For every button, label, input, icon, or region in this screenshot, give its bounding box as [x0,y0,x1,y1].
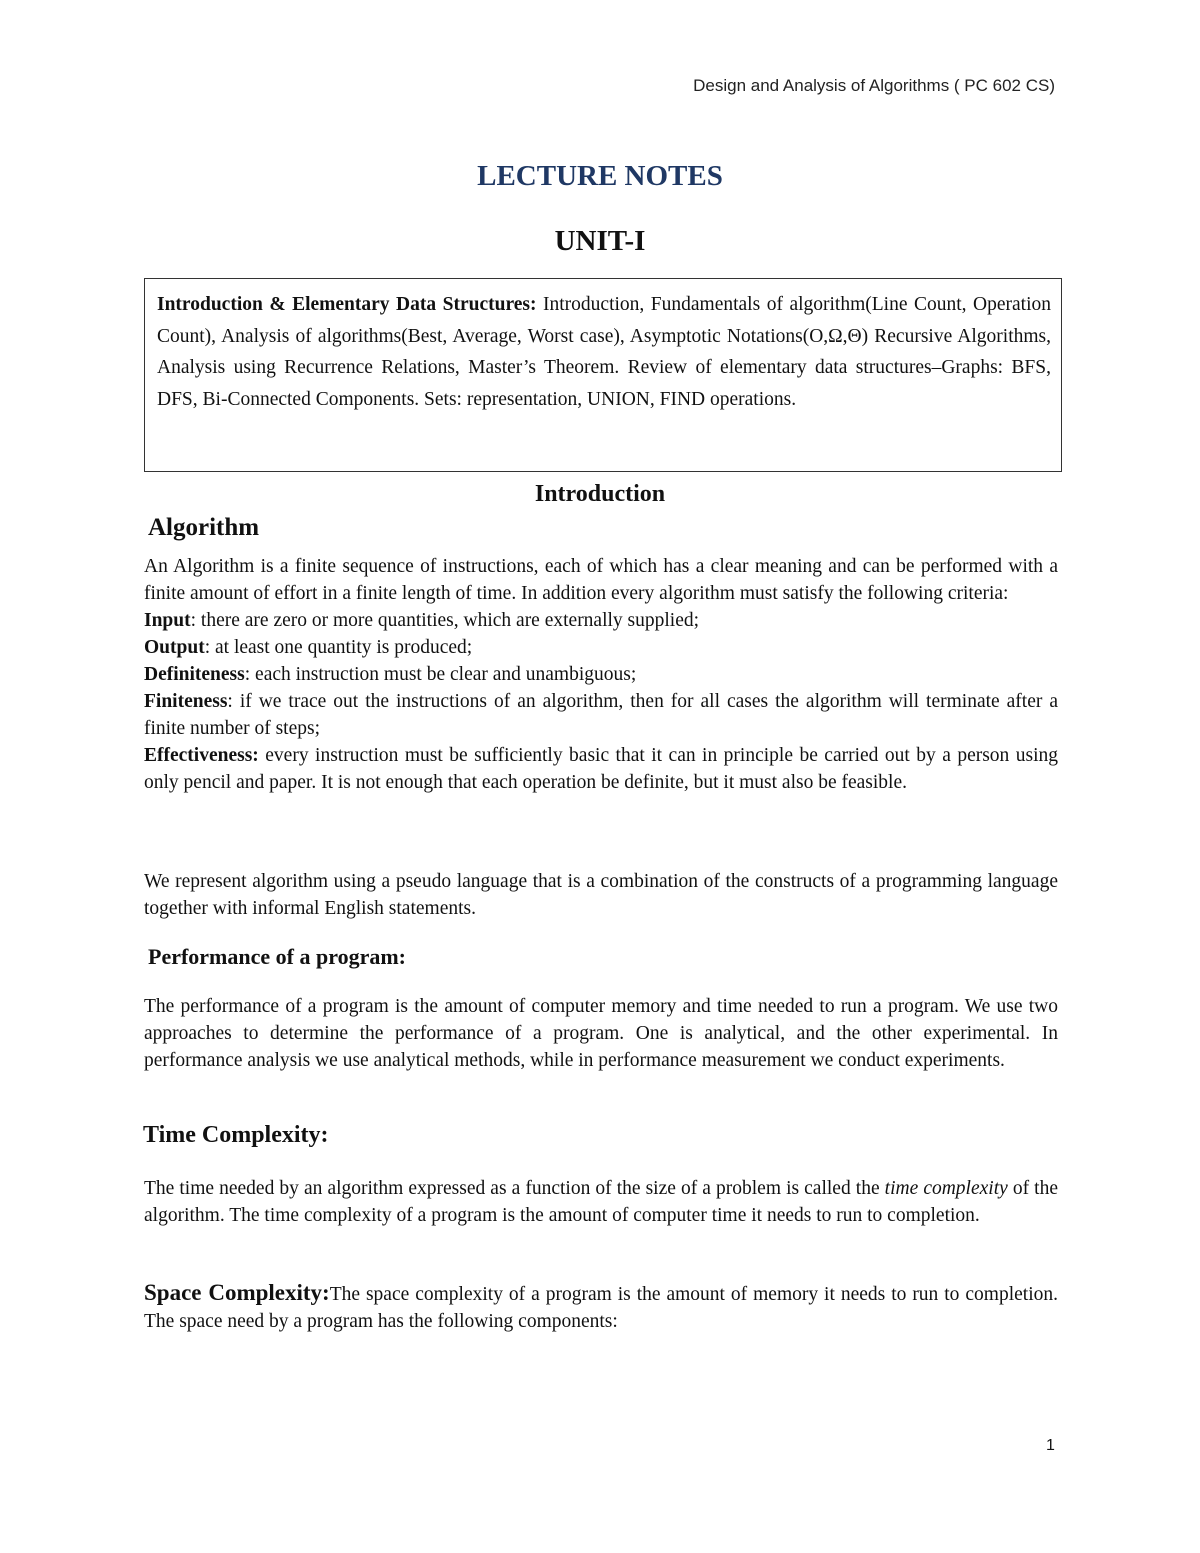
representation-paragraph [144,868,1058,922]
space-complexity-text: The space complexity of a program is the amount of memory it needs to run to completion. The space need by a program has the following components: [144,1284,1058,1332]
unit-title: UNIT-I [554,225,646,257]
introduction-title: Introduction [534,481,666,507]
criterion-separator: : [190,610,201,631]
time-text-after: of the algorithm. The time complexity of a program is the amount of computer time it needs to run to completion. [144,1178,1058,1226]
space-complexity-paragraph [144,1279,1058,1335]
time-complexity-text [144,1175,1058,1229]
criterion-output [144,634,1058,661]
criterion-label: Definiteness [144,664,245,685]
algorithm-heading: Algorithm [148,514,260,541]
time-complexity-heading: Time Complexity: [143,1122,329,1148]
criterion-text: there are zero or more quantities, which are externally supplied; [200,610,700,631]
criterion-text: if we trace out the instructions of an algorithm, then for all cases the algorithm will terminate after a finite number of steps; [144,691,1058,739]
criterion-label: Finiteness [144,691,228,712]
syllabus-box [144,278,1062,472]
representation-text: We represent algorithm using a pseudo language that is a combination of the constructs of a programming language together with informal English statements. [144,871,1058,919]
syllabus-label: Introduction & Elementary Data Structures: [157,294,537,315]
running-header: Design and Analysis of Algorithms ( PC 602 CS) [693,76,1055,95]
criterion-separator: : [204,637,215,658]
time-text-before: The time needed by an algorithm expressed as a function of the size of a problem is called the [144,1178,885,1199]
performance-heading: Performance of a program: [148,944,406,969]
criterion-definiteness [144,661,1058,688]
space-complexity-text-block [144,1279,1058,1335]
time-complexity-term: time complexity [884,1178,1008,1199]
syllabus-text: Introduction, Fundamentals of algorithm(Line Count, Operation Count), Analysis of algorithms(Best, Average, Worst case), Asymptotic Notations(O,Ω,Θ) Recursive Algorithms, Analysis using Recurrence Relations, Master’s Theorem. Review of elementary data structures–Graphs: BFS, DFS, Bi-Connected Components. Sets: representation, UNION, FIND operations. [157,294,1052,410]
criterion-text: every instruction must be sufficiently basic that it can in principle be carried out by a person using only pencil and paper. It is not enough that each operation be definite, but it must also be feasible. [144,745,1059,793]
criterion-separator: : [227,691,240,712]
criterion-label: Effectiveness: [144,745,259,766]
performance-text: The performance of a program is the amount of computer memory and time needed to run a program. We use two approaches to determine the performance of a program. One is analytical, and the other experimental. In performance analysis we use analytical methods, while in performance measurement we conduct experiments. [144,996,1058,1071]
criterion-separator: : [244,664,256,685]
space-complexity-heading: Space Complexity: [144,1280,330,1305]
algorithm-body [144,553,1058,796]
criterion-text: at least one quantity is produced; [215,637,473,658]
performance-paragraph [144,993,1058,1074]
criterion-input [144,607,1058,634]
criterion-label: Input [144,610,191,631]
criterion-label: Output [144,637,205,658]
criterion-effectiveness [144,742,1058,796]
criterion-finiteness [144,688,1058,742]
page-number: 1 [1046,1437,1055,1454]
criterion-text: each instruction must be clear and unambiguous; [255,664,637,685]
time-complexity-paragraph [144,1175,1058,1229]
lecture-notes-title: LECTURE NOTES [477,160,723,192]
algorithm-definition: An Algorithm is a finite sequence of instructions, each of which has a clear meaning and can be performed with a finite amount of effort in a finite length of time. In addition every algorithm must satisfy the following criteria: [144,556,1058,604]
